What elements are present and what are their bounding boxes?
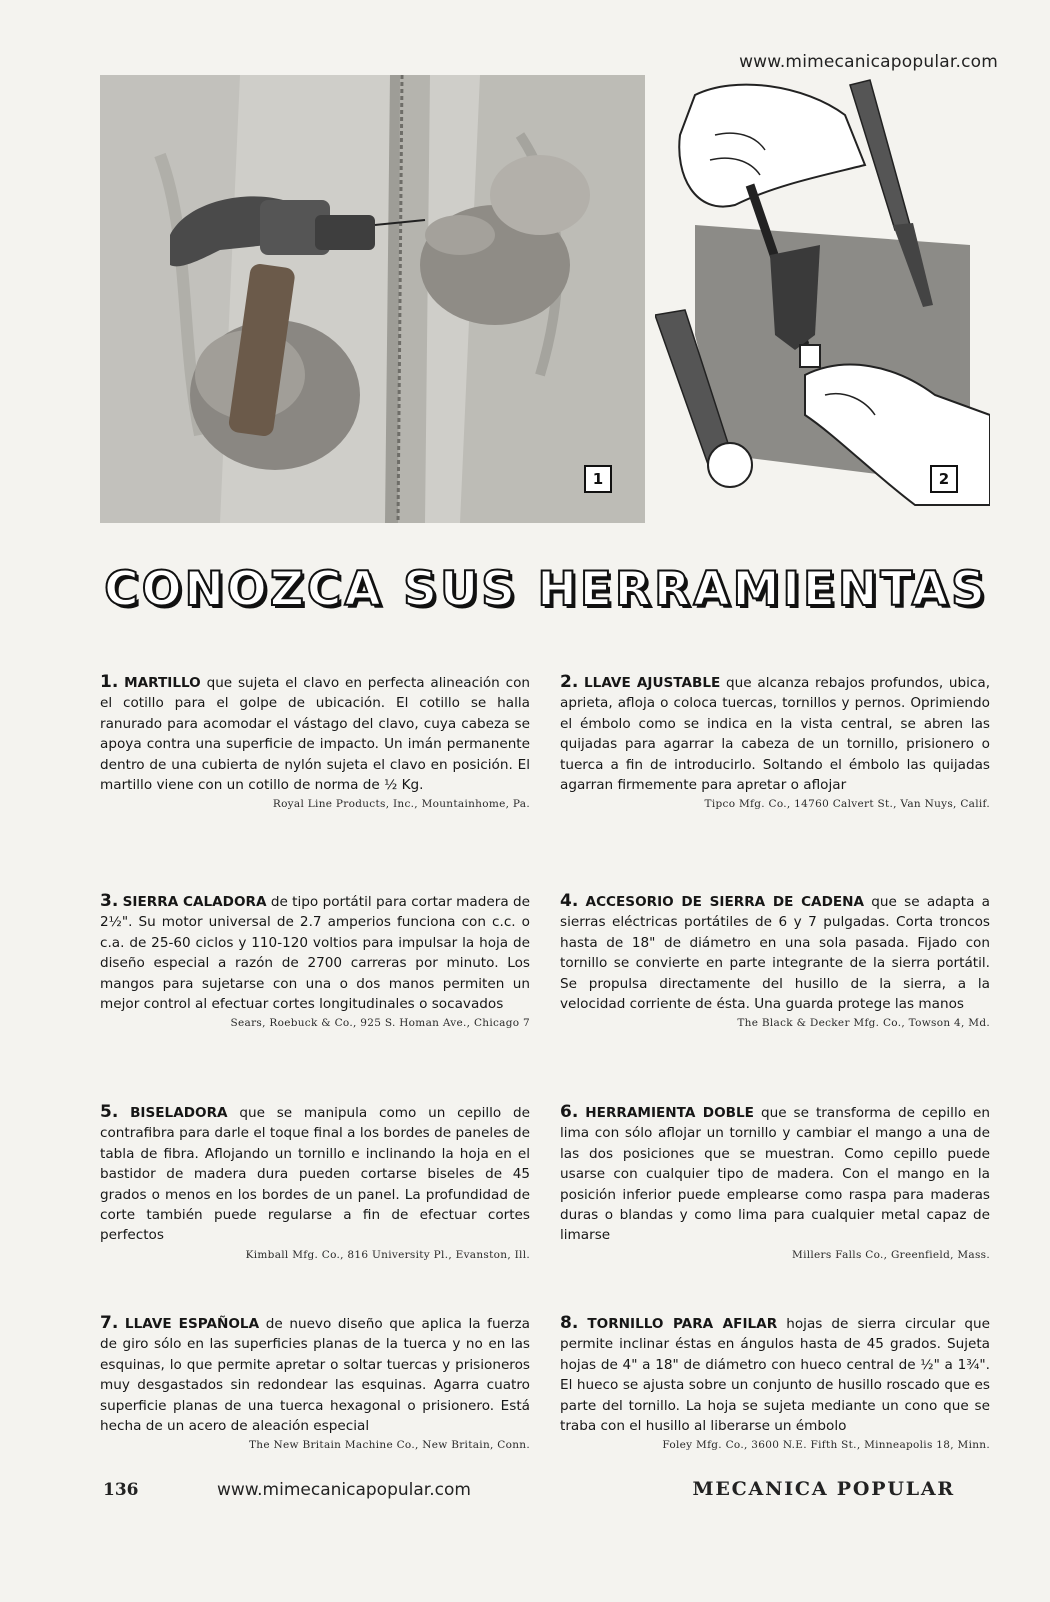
tool-item-3 <box>100 891 530 1030</box>
item-body: que alcanza rebajos profundos, ubica, aprieta, afloja o coloca tuercas, tornillos y pernos. Oprimiendo el émbolo como se indica en la vista central, se abren las quijadas para agarrar la cabeza de un tornillo, prisionero o tuerca a fin de introducirlo. Soltando el émbolo las quijadas agarran firmemente para apretar o aflojar <box>560 675 991 794</box>
item-heading: HERRAMIENTA DOBLE <box>585 1105 754 1121</box>
tool-item-1 <box>100 672 530 811</box>
item-body: que se manipula como un cepillo de contrafibra para darle el toque final a los bordes de paneles de tabla de fibra. Aflojando un tornillo e inclinando la hoja en el bastidor de madera dura pueden cortarse biseles de 45 grados o menos en los bordes de un panel. La profundidad de corte también puede regularse a fin de efectuar cortes perfectos <box>100 1105 530 1244</box>
item-number: 3. <box>100 891 119 911</box>
tool-item-6 <box>560 1102 990 1262</box>
item-number: 2. <box>560 672 579 692</box>
watermark-url-top: www.mimecanicapopular.com <box>739 52 998 72</box>
item-credit: Royal Line Products, Inc., Mountainhome, Pa. <box>272 798 530 811</box>
item-body: que se transforma de cepillo en lima con sólo aflojar un tornillo y cambiar el mango a una de las dos posiciones que se muestran. Como cepillo puede usarse con cualquier tipo de madera. Con el mango en la posición inferior puede emplearse como raspa para maderas duras o blandas y como lima para cualquier metal capaz de limarse <box>560 1105 990 1244</box>
item-number: 5. <box>100 1102 119 1122</box>
item-heading: BISELADORA <box>130 1105 228 1121</box>
page-number: 136 <box>103 1480 139 1500</box>
tool-item-5 <box>100 1102 530 1262</box>
item-number: 1. <box>100 672 119 692</box>
item-heading: LLAVE ESPAÑOLA <box>124 1316 260 1332</box>
item-body: de tipo portátil para cortar madera de 2½". Su motor universal de 2.7 amperios funciona con c.c. o c.a. de 25-60 ciclos y 110-120 voltios para impulsar la hoja de diseño especial a razón de 2700 carreras por minuto. Los mangos para sujetarse con una o dos manos permiten un mejor control al efectuar cortes longitudinales o socavados <box>100 894 530 1013</box>
wrench-drawing <box>655 75 990 523</box>
item-body: de nuevo diseño que aplica la fuerza de giro sólo en las superficies planas de la tuerca y no en las esquinas, lo que permite apretar o soltar tuercas y prisioneros muy desgastados sin redondear las esquinas. Agarra cuatro superficie planas de una tuerca hexagonal o prisionero. Está hecha de un acero de aleación especial <box>100 1316 531 1435</box>
item-credit: Millers Falls Co., Greenfield, Mass. <box>792 1248 990 1261</box>
item-number: 8. <box>560 1313 579 1333</box>
page-title: CONOZCA SUS HERRAMIENTAS <box>104 562 988 617</box>
item-credit: Sears, Roebuck & Co., 925 S. Homan Ave., Chicago 7 <box>230 1017 530 1030</box>
magazine-name: MECANICA POPULAR <box>692 1478 955 1500</box>
figure-1-hammer-photo <box>100 75 645 523</box>
watermark-url-bottom: www.mimecanicapopular.com <box>217 1480 471 1500</box>
figure-1-number: 1 <box>584 465 612 493</box>
item-heading: SIERRA CALADORA <box>122 894 267 910</box>
item-number: 6. <box>560 1102 579 1122</box>
item-credit: Foley Mfg. Co., 3600 N.E. Fifth St., Minneapolis 18, Minn. <box>662 1439 990 1452</box>
item-body: que sujeta el clavo en perfecta alineación con el cotillo para el golpe de ubicación. El cotillo se halla ranurado para acomodar el vástago del clavo, cuya cabeza se apoya contra una superficie de impacto. Un imán permanente dentro de una cubierta de nylón sujeta el clavo en posición. El martillo viene con un cotillo de norma de ½ Kg. <box>100 675 531 794</box>
item-number: 7. <box>100 1313 119 1333</box>
item-body: que se adapta a sierras eléctricas portátiles de 6 y 7 pulgadas. Corta troncos hasta de 18" de diámetro en una sola pasada. Fijado con tornillo se convierte en parte integrante de la sierra portátil. Se propulsa directamente del husillo de la sierra, a la velocidad corriente de ésta. Una guarda protege las manos <box>560 894 990 1013</box>
tool-item-4 <box>560 891 990 1030</box>
item-heading: LLAVE AJUSTABLE <box>584 675 721 691</box>
item-credit: The Black & Decker Mfg. Co., Towson 4, Md. <box>737 1017 990 1030</box>
item-heading: MARTILLO <box>124 675 201 691</box>
hammer-photo-illustration <box>100 75 645 523</box>
item-credit: Kimball Mfg. Co., 816 University Pl., Evanston, Ill. <box>245 1248 530 1261</box>
figure-2-wrench-illustration <box>655 75 990 523</box>
item-heading: ACCESORIO DE SIERRA DE CADENA <box>585 894 865 910</box>
item-heading: TORNILLO PARA AFILAR <box>587 1316 778 1332</box>
tool-item-2 <box>560 672 990 811</box>
item-credit: Tipco Mfg. Co., 14760 Calvert St., Van Nuys, Calif. <box>704 798 990 811</box>
item-body: hojas de sierra circular que permite inclinar éstas en ángulos hasta de 45 grados. Sujeta hojas de 4" a 18" de diámetro con hueco central de ½" a 1¾". El hueco se ajusta sobre un conjunto de husillo roscado que es parte del tornillo. La hoja se sujeta mediante un cono que se traba con el husillo al liberarse un émbolo <box>560 1316 990 1435</box>
item-number: 4. <box>560 891 579 911</box>
tool-item-8 <box>560 1313 990 1452</box>
tool-item-7 <box>100 1313 530 1452</box>
figure-2-number: 2 <box>930 465 958 493</box>
item-credit: The New Britain Machine Co., New Britain, Conn. <box>249 1439 530 1452</box>
